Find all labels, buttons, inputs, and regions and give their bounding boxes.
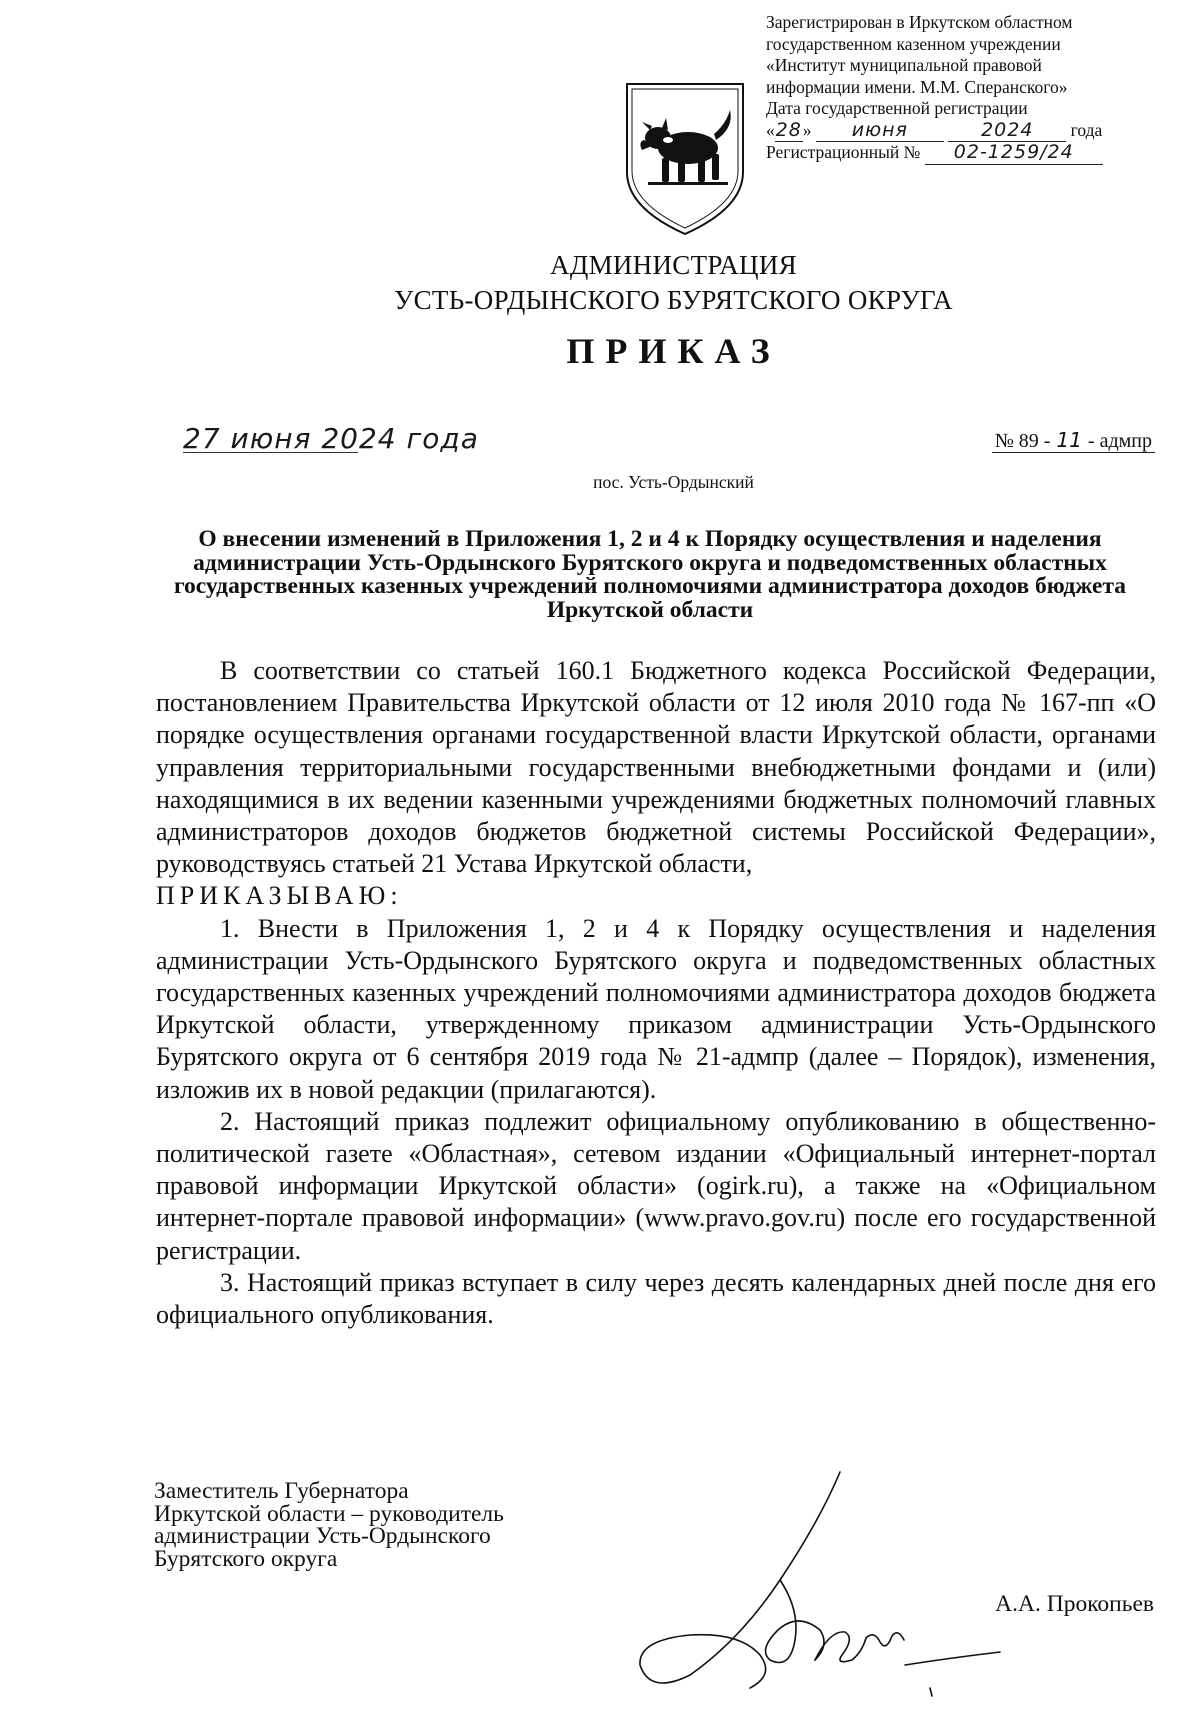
registration-month: июня <box>816 120 944 143</box>
registration-line: Дата государственной регистрации <box>766 98 1028 118</box>
order-date: 27 июня 2024 года <box>183 422 479 455</box>
handwritten-signature <box>630 1460 1010 1700</box>
order-number-suffix: - адмпр <box>1085 430 1155 453</box>
registration-line: государственном казенном учреждении <box>766 33 1061 54</box>
organization-line-1: АДМИНИСТРАЦИЯ <box>550 250 797 280</box>
position-line: Заместитель Губернатора <box>154 1478 409 1504</box>
signatory-position <box>154 1480 504 1570</box>
signatory-name: А.А. Прокопьев <box>995 1591 1154 1617</box>
order-item: 1. Внести в Приложения 1, 2 и 4 к Порядку осуществления и наделения администрации Усть-Ордынского Бурятского округа и подведомственных областных государственных казенных учреждений полномочиями администратора доходов бюджета Иркутской области, утвержденному приказом администрации Усть-Ордынского Бурятского округа от 6 сентября 2019 года № 21-адмпр (далее – Порядок), изменения, изложив их в новой редакции (прилагаются). <box>156 913 1156 1104</box>
organization-line-2: УСТЬ-ОРДЫНСКОГО БУРЯТСКОГО ОКРУГА <box>394 285 953 315</box>
registration-year-suffix: года <box>1070 119 1103 140</box>
order-item: 2. Настоящий приказ подлежит официальному опубликованию в общественно-политической газете «Областная», сетевом издании «Официальный интернет-портал правовой информации Иркутской области» (ogirk.ru), а также на «Официальном интернет-портале правовой информации» (www.pravo.gov.ru) после его государственной регистрации. <box>156 1106 1156 1265</box>
place-of-issue: пос. Усть-Ордынский <box>593 472 754 492</box>
registration-line: Зарегистрирован в Иркутском областном <box>766 12 1073 32</box>
registration-date: «28» июня 2024 года <box>766 118 1103 141</box>
order-number-value: 11 <box>1053 428 1084 453</box>
registration-number: 02-1259/24 <box>925 142 1103 165</box>
order-item: 3. Настоящий приказ вступает в силу через десять календарных дней после дня его официального опубликования. <box>156 1267 1156 1330</box>
position-line: Бурятского округа <box>154 1545 338 1572</box>
registration-day: 28 <box>775 118 802 141</box>
position-line: администрации Усть-Ордынского <box>154 1523 491 1549</box>
position-line: Иркутской области – руководитель <box>154 1500 504 1527</box>
preamble: В соответствии со статьей 160.1 Бюджетного кодекса Российской Федерации, постановлением Правительства Иркутской области от 12 июля 2010 года № 167-пп «О порядке осуществления органами государственной власти Иркутской области, органами управления территориальными государственными внебюджетными фондами и (или) находящимися в их ведении казенными учреждениями бюджетных полномочий главных администраторов доходов бюджетов бюджетной системы Российской Федерации», руководствуясь статьей 21 Устава Иркутской области, <box>156 656 1156 879</box>
order-number-prefix: № 89 - <box>992 430 1054 453</box>
date-underline <box>183 452 358 453</box>
registration-stamp <box>766 12 1146 165</box>
registration-number-label: Регистрационный № <box>766 142 921 162</box>
registration-year: 2024 <box>948 120 1066 143</box>
registration-line: «Институт муниципальной правовой <box>766 55 1042 75</box>
registration-number-row <box>766 142 1146 165</box>
document-body <box>156 655 1156 1331</box>
document-type: ПРИКАЗ <box>566 331 781 371</box>
irkutsk-coat-of-arms-icon <box>622 80 748 238</box>
document-title: О внесении изменений в Приложения 1, 2 и 4 к Порядку осуществления и наделения администрации Усть-Ордынского Бурятского округа и подведомственных областных государственных казенных учреждений полномочиями администратора доходов бюджета Иркутской области <box>173 526 1127 623</box>
order-word: ПРИКАЗЫВАЮ: <box>156 881 403 911</box>
registration-line: информации имени. М.М. Сперанского» <box>766 76 1068 97</box>
order-number <box>992 428 1155 453</box>
